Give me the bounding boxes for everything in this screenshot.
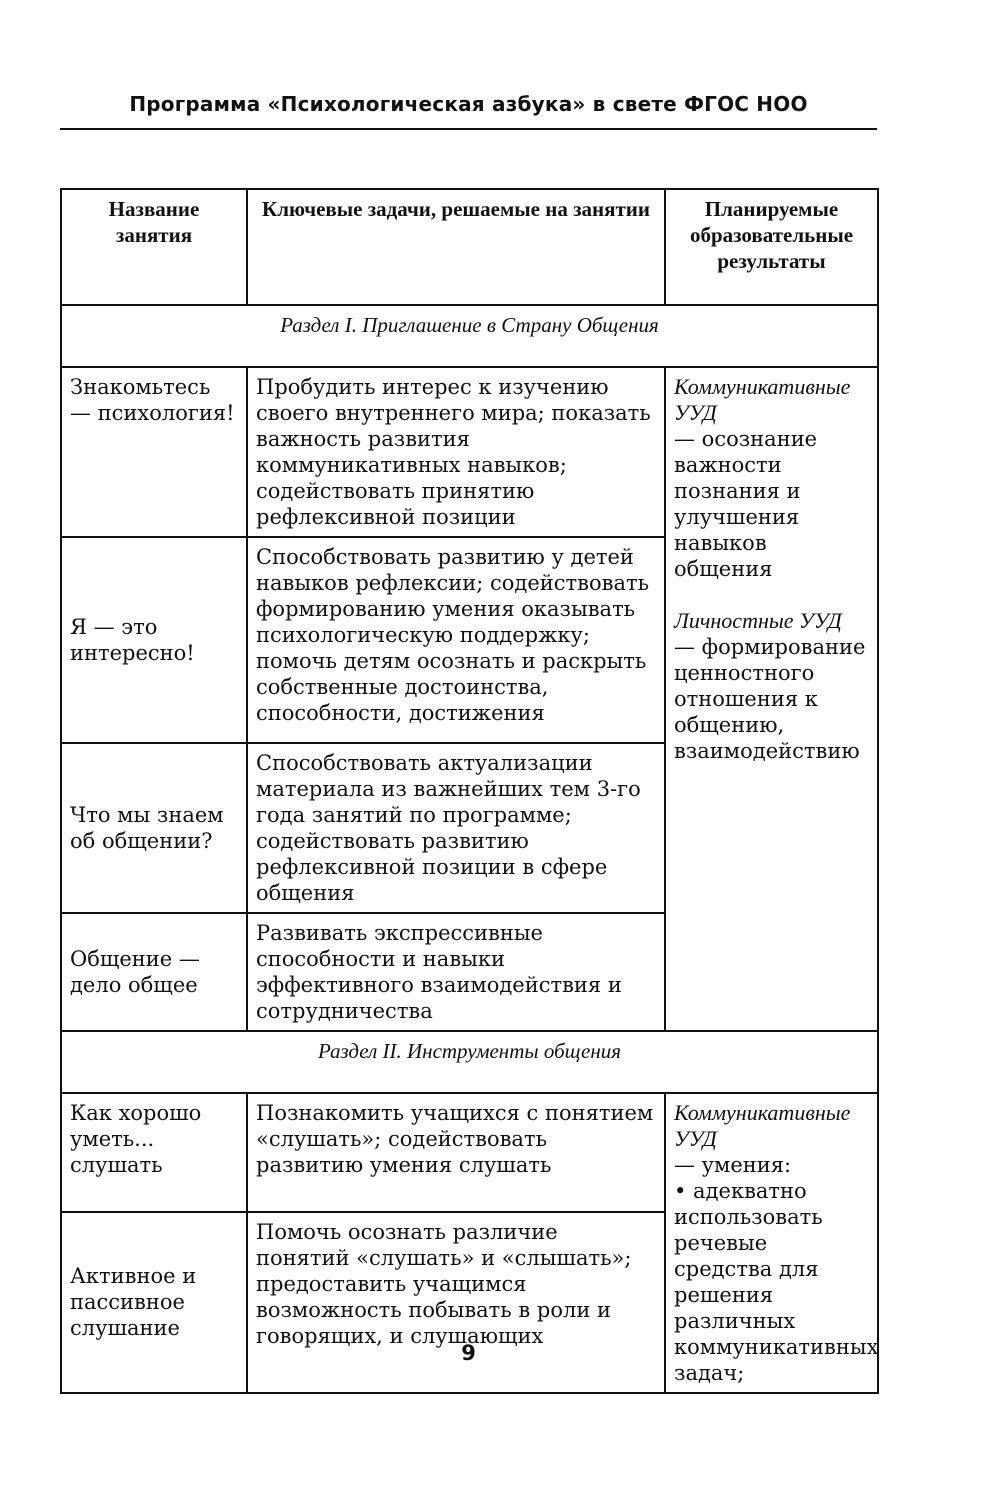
header-key-tasks: Ключевые задачи, решаемые на занятии: [247, 189, 665, 305]
lesson-name: Как хорошо уметь... слушать: [61, 1093, 247, 1212]
lesson-name: Знакомьтесь — психология!: [61, 367, 247, 537]
header-rule: [60, 128, 877, 130]
lesson-name: Что мы знаем об общении?: [61, 743, 247, 913]
section-row: [61, 305, 878, 367]
lesson-tasks: Познакомить учащихся с понятием «слушать»; содействовать развитию умения слушать: [247, 1093, 665, 1212]
lesson-name: Я — это интересно!: [61, 537, 247, 743]
planned-results: [665, 367, 878, 1031]
lesson-name: Активное и пассивное слушание: [61, 1212, 247, 1393]
lesson-tasks: Способствовать развитию у детей навыков рефлексии; содействовать формированию умения оказывать психологическую поддержку; помочь детям осознать и раскрыть собственные достоинства, способности, достижения: [247, 537, 665, 743]
results-comm-text: — осознание важности познания и улучшения навыков общения: [674, 427, 818, 581]
section-title: Раздел I. Приглашение в Страну Общения: [61, 305, 878, 367]
results-spacer: [674, 582, 869, 608]
lesson-name: Общение — дело общее: [61, 913, 247, 1031]
page-number: 9: [461, 1341, 476, 1365]
lesson-plan-table: [60, 188, 879, 1394]
table-header-row: [61, 189, 878, 305]
results-comm-title: Коммуникативные УУД: [674, 374, 851, 425]
header-lesson-name: Название занятия: [61, 189, 247, 305]
results-bullet: • адекватно использовать речевые средства для решения различных коммуникативных задач;: [674, 1179, 879, 1385]
section-title: Раздел II. Инструменты общения: [61, 1031, 878, 1093]
results-personal-title: Личностные УУД: [674, 608, 842, 633]
table-row: [61, 367, 878, 537]
results-comm-text: — умения:: [674, 1153, 792, 1177]
header-planned-results: Планируемые образовательные результаты: [665, 189, 878, 305]
lesson-tasks: Способствовать актуализации материала из важнейших тем 3-го года занятий по программе; содействовать развитию рефлексивной позиции в сфере общения: [247, 743, 665, 913]
running-head: Программа «Психологическая азбука» в свете ФГОС НОО: [129, 92, 808, 116]
lesson-tasks: Помочь осознать различие понятий «слушать» и «слышать»; предоставить учащимся возможность побывать в роли и говорящих, и слушающих: [247, 1212, 665, 1393]
results-comm-title: Коммуникативные УУД: [674, 1100, 851, 1151]
table-row: [61, 1093, 878, 1212]
lesson-tasks: Развивать экспрессивные способности и навыки эффективного взаимодействия и сотрудничества: [247, 913, 665, 1031]
results-personal-text: — формирование ценностного отношения к общению, взаимодействию: [674, 635, 866, 763]
lesson-tasks: Пробудить интерес к изучению своего внутреннего мира; показать важность развития коммуникативных навыков; содействовать принятию рефлексивной позиции: [247, 367, 665, 537]
section-row: [61, 1031, 878, 1093]
